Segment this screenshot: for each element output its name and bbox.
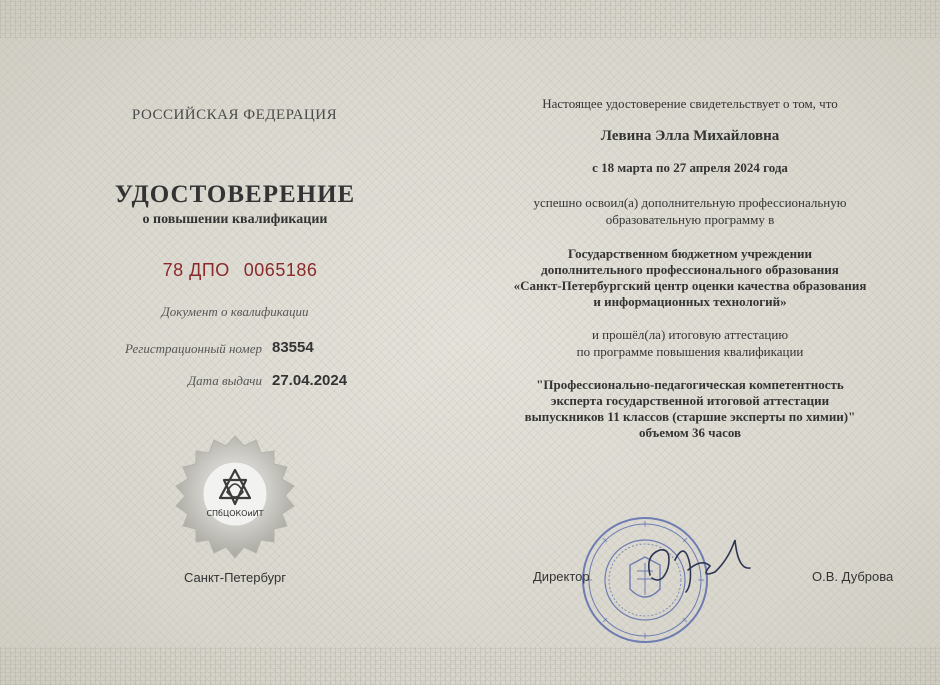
mastered-line-1: успешно освоил(а) дополнительную профессиональную [533, 195, 847, 210]
director-signature-icon [640, 530, 760, 600]
bottom-guilloche-border [0, 647, 940, 685]
attestation-line-2: по программе повышения квалификации [576, 344, 804, 359]
institution-name [480, 246, 900, 310]
institution-line-3: «Санкт-Петербургский центр оценки качества образования [513, 278, 867, 293]
training-period: с 18 марта по 27 апреля 2024 года [592, 160, 788, 175]
director-name: О.В. Дуброва [812, 569, 894, 584]
program-hours: объемом 36 часов [638, 425, 742, 440]
top-guilloche-border [0, 0, 940, 38]
issue-city: Санкт-Петербург [184, 570, 286, 585]
program-title [480, 377, 900, 441]
mastered-text [480, 194, 900, 228]
certificate-series: 78 ДПО [162, 260, 230, 280]
institution-line-2: дополнительного профессионального образования [541, 262, 839, 277]
document-subtitle: о повышении квалификации [142, 212, 328, 227]
program-line-3: выпускников 11 классов (старшие эксперты по химии)" [524, 409, 856, 424]
document-qualification-label: Документ о квалификации [161, 304, 309, 319]
attestation-line-1: и прошёл(ла) итоговую аттестацию [591, 327, 789, 342]
certificate-serial [140, 260, 340, 281]
attestation-text [480, 326, 900, 360]
mastered-line-2: образовательную программу в [605, 212, 775, 227]
intro-text: Настоящее удостоверение свидетельствует о том, что [542, 96, 838, 111]
institution-line-4: и информационных технологий» [593, 294, 787, 309]
institution-line-1: Государственном бюджетном учреждении [567, 246, 813, 261]
hologram-emblem-icon [172, 434, 298, 560]
director-label: Директор [533, 569, 590, 584]
document-title: УДОСТОВЕРЕНИЕ [114, 181, 356, 208]
issue-date-value: 27.04.2024 [272, 372, 348, 389]
country-heading: РОССИЙСКАЯ ФЕДЕРАЦИЯ [131, 107, 338, 123]
emblem-text: СПбЦОКОиИТ [206, 509, 264, 518]
registration-number-label: Регистрационный номер [125, 341, 262, 356]
program-line-2: эксперта государственной итоговой аттестации [550, 393, 830, 408]
program-line-1: "Профессионально-педагогическая компетентность [536, 377, 844, 392]
holder-name: Левина Элла Михайловна [600, 128, 780, 144]
issue-date-label: Дата выдачи [187, 373, 262, 388]
registration-number-value: 83554 [272, 339, 314, 356]
certificate-number: 0065186 [243, 260, 318, 280]
